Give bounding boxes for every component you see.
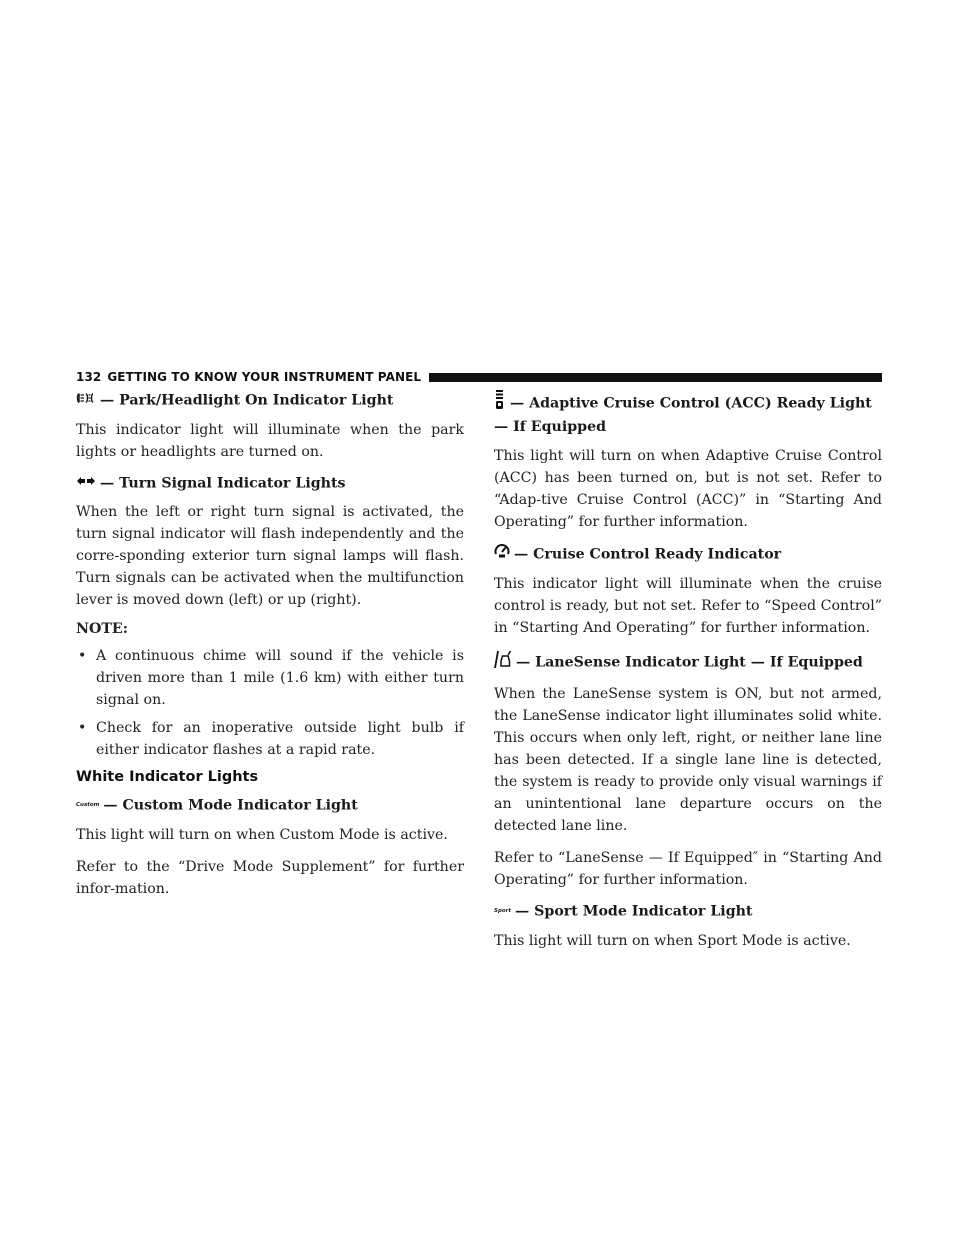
custom-mode-icon: Custom [76,802,100,808]
custom-mode-refer: Refer to the “Drive Mode Supplement” for further infor-mation. [76,858,464,897]
cruise-control-icon [494,543,510,566]
headlight-icon [76,390,96,411]
acc-text: This light will turn on when Adaptive Cruise Control (ACC) has been turned on, but is not set. Refer to “Adap-tive Cruise Control (ACC)” in “Starting And Operating” for further information. [494,448,882,530]
white-indicator-heading: White Indicator Lights [76,769,259,785]
lanesense-heading [494,649,882,676]
park-headlight-text: This indicator light will illuminate when the park lights or headlights are turned on. [76,421,464,460]
turn-signal-title: — Turn Signal Indicator Lights [100,475,346,491]
right-column [494,390,882,962]
custom-mode-text: This light will turn on when Custom Mode is active. [76,826,448,843]
lanesense-title: — LaneSense Indicator Light — If Equipped [516,654,863,671]
cruise-heading [494,543,882,566]
sport-text: This light will turn on when Sport Mode is active. [494,932,851,949]
turn-signal-heading [76,473,464,495]
turn-signal-arrows-icon [76,473,96,494]
header-rule [429,373,882,382]
custom-mode-title: — Custom Mode Indicator Light [103,797,358,814]
lanesense-refer: Refer to “LaneSense — If Equipped″ in “Starting And Operating” for further information. [494,850,882,888]
note-list [76,645,464,761]
acc-ready-icon [494,390,506,417]
sport-heading [494,901,882,923]
list-item: • Check for an inoperative outside light bulb if either indicator flashes at a rapid rate. [78,720,464,758]
turn-signal-text: When the left or right turn signal is activated, the turn signal indicator will flash independently and the corre-sponding exterior turn signal lamps will flash. Turn signals can be activated when the multifunction lever is moved down (left) or up (right). [76,504,464,608]
lanesense-text: When the LaneSense system is ON, but not armed, the LaneSense indicator light illuminates solid white. This occurs when only left, right, or neither lane line has been detected. If a single lane line is detected, the system is ready to provide only visual warnings if an unintentional lane departure occurs on the detected lane line. [494,686,882,834]
note-label: NOTE: [76,621,128,637]
park-headlight-heading [76,390,464,412]
list-item: • A continuous chime will sound if the vehicle is driven more than 1 mile (1.6 km) with either turn signal on. [78,648,464,708]
chapter-title: GETTING TO KNOW YOUR INSTRUMENT PANEL [107,370,422,384]
acc-title: — Adaptive Cruise Control (ACC) Ready Light — If Equipped [494,395,872,435]
sport-title: — Sport Mode Indicator Light [515,903,753,920]
lanesense-icon [494,649,512,676]
custom-mode-heading [76,795,464,817]
park-headlight-title: — Park/Headlight On Indicator Light [100,392,394,409]
page-header [76,369,882,385]
cruise-text: This indicator light will illuminate when the cruise control is ready, but not set. Refer to “Speed Control” in “Starting And Operating” for further information. [494,576,882,636]
cruise-title: — Cruise Control Ready Indicator [514,546,782,563]
page-number: 132 [76,370,102,384]
acc-heading [494,390,882,438]
left-column [76,390,464,910]
sport-mode-icon: Sport [494,908,512,914]
